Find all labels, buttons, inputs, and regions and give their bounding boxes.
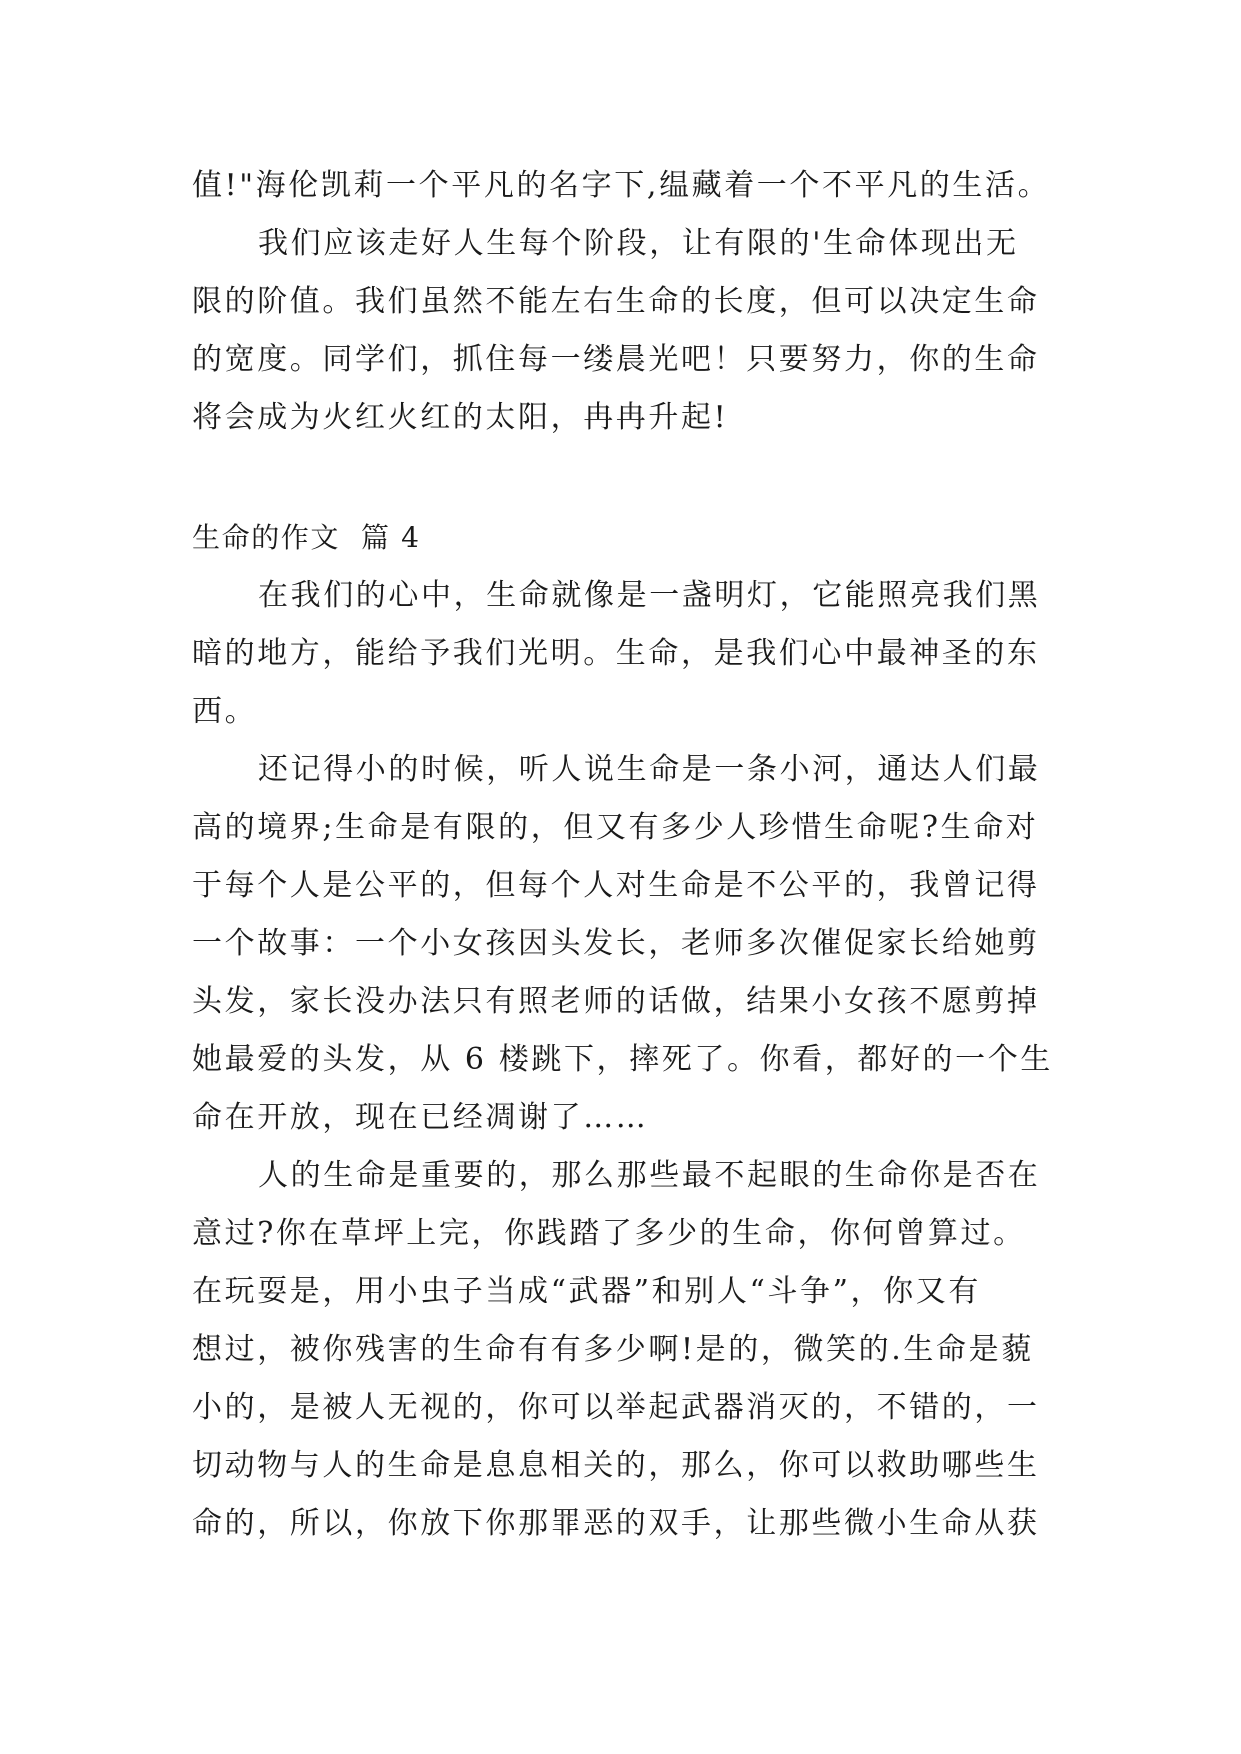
- text-line: 想过，被你残害的生命有有多少啊!是的，微笑的.生命是藐: [192, 1332, 1034, 1367]
- text-line: 于每个人是公平的，但每个人对生命是不公平的，我曾记得: [192, 868, 1040, 903]
- section-heading: 生命的作文 篇 4: [192, 521, 421, 554]
- text-line: 小的，是被人无视的，你可以举起武器消灭的，不错的，一: [192, 1390, 1040, 1425]
- paragraph-first-line: 我们应该走好人生每个阶段，让有限的'生命体现出无: [258, 226, 1019, 261]
- text-line: 西。: [192, 694, 258, 729]
- text-line: 一个故事：一个小女孩因头发长，老师多次催促家长给她剪: [192, 926, 1040, 961]
- text-line: 命在开放，现在已经凋谢了……: [192, 1100, 649, 1135]
- text-line: 暗的地方，能给予我们光明。生命，是我们心中最神圣的东: [192, 636, 1040, 671]
- text-line: 命的，所以，你放下你那罪恶的双手，让那些微小生命从获: [192, 1506, 1040, 1541]
- text-line: 她最爱的头发，从 6 楼跳下，摔死了。你看，都好的一个生: [192, 1042, 1053, 1077]
- text-line: 在玩耍是，用小虫子当成“武器”和别人“斗争”，你又有: [192, 1274, 981, 1309]
- text-line: 意过?你在草坪上完，你践踏了多少的生命，你何曾算过。: [192, 1216, 1026, 1251]
- text-line: 头发，家长没办法只有照老师的话做，结果小女孩不愿剪掉: [192, 984, 1040, 1019]
- text-line: 限的阶值。我们虽然不能左右生命的长度，但可以决定生命: [192, 284, 1040, 319]
- text-line: 的宽度。同学们，抓住每一缕晨光吧！只要努力，你的生命: [192, 342, 1040, 377]
- paragraph-first-line: 还记得小的时候，听人说生命是一条小河，通达人们最: [258, 752, 1041, 787]
- text-line: 将会成为火红火红的太阳，冉冉升起!: [192, 400, 729, 435]
- text-line: 高的境界;生命是有限的，但又有多少人珍惜生命呢?生命对: [192, 810, 1039, 845]
- paragraph-first-line: 人的生命是重要的，那么那些最不起眼的生命你是否在: [258, 1158, 1041, 1193]
- text-line: 值!"海伦凯莉一个平凡的名字下,缊藏着一个不平凡的生活。: [192, 168, 1051, 203]
- paragraph-first-line: 在我们的心中，生命就像是一盏明灯，它能照亮我们黑: [258, 578, 1041, 613]
- text-line: 切动物与人的生命是息息相关的，那么，你可以救助哪些生: [192, 1448, 1040, 1483]
